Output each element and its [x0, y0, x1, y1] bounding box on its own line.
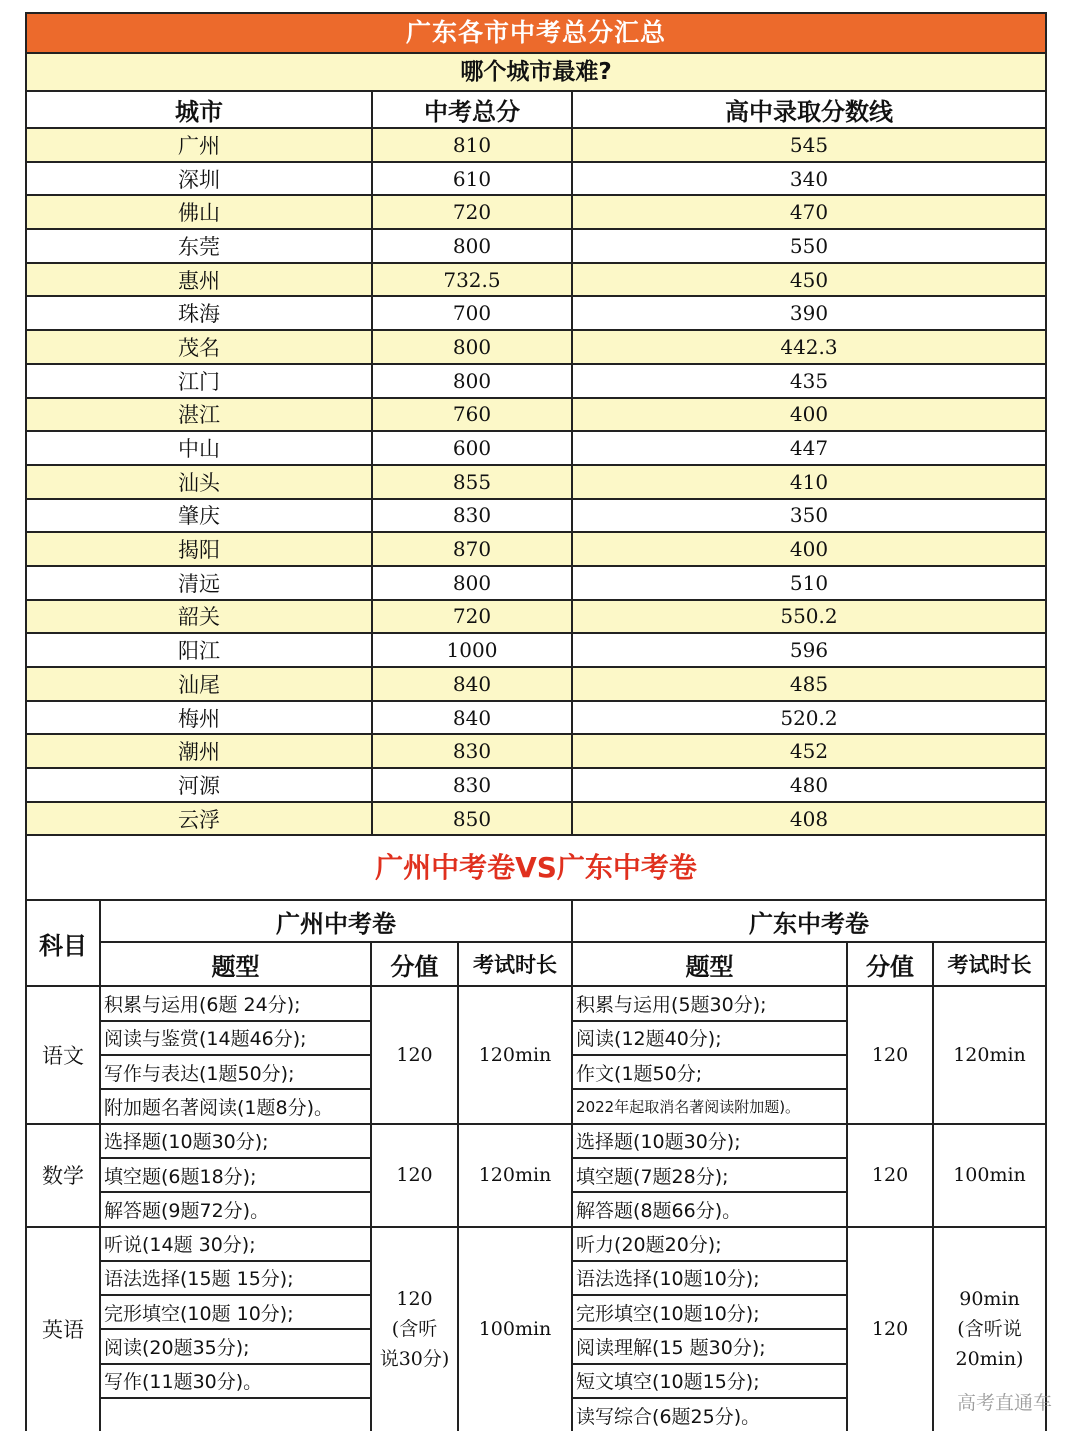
city-cell: 揭阳: [27, 532, 372, 566]
total-score-cell: 760: [372, 398, 572, 432]
gd-chinese-time: 120min: [933, 986, 1045, 1123]
question-heading: 哪个城市最难?: [27, 54, 1045, 92]
gz-col-time: 考试时长: [458, 942, 572, 986]
total-score-cell: 810: [372, 128, 572, 162]
table-row: [27, 532, 1045, 566]
city-cell: 肇庆: [27, 499, 372, 533]
cutoff-score-cell: 452: [572, 734, 1045, 768]
gz-col-type: 题型: [100, 942, 371, 986]
total-score-cell: 800: [372, 566, 572, 600]
city-cell: 湛江: [27, 398, 372, 432]
total-score-cell: 840: [372, 667, 572, 701]
gd-math-score: 120: [847, 1124, 933, 1227]
total-score-cell: 1000: [372, 633, 572, 667]
cutoff-score-cell: 596: [572, 633, 1045, 667]
gz-chinese-item: 积累与运用(6题 24分);: [100, 986, 371, 1020]
table-row: [27, 1124, 1045, 1158]
gz-math-time: 120min: [458, 1124, 572, 1227]
gd-english-item: 完形填空(10题10分);: [572, 1295, 847, 1329]
table-row: [27, 330, 1045, 364]
city-cell: 潮州: [27, 734, 372, 768]
compare-header-row-2: [27, 942, 1045, 986]
gz-col-score: 分值: [371, 942, 458, 986]
gd-english-item: 阅读理解(15 题30分);: [572, 1329, 847, 1363]
cutoff-score-cell: 410: [572, 465, 1045, 499]
table-row: [27, 986, 1045, 1020]
city-cell: 梅州: [27, 701, 372, 735]
table-row: [27, 431, 1045, 465]
cutoff-score-cell: 510: [572, 566, 1045, 600]
section-title: 广州中考卷VS广东中考卷: [27, 834, 1045, 901]
exam-compare-table: [27, 901, 1045, 1431]
table-row: [27, 701, 1045, 735]
gz-english-item: 阅读(20题35分);: [100, 1329, 371, 1363]
gz-english-item: 听说(14题 30分);: [100, 1227, 371, 1261]
table-row: [27, 364, 1045, 398]
gz-english-score-line: 说30分): [379, 1348, 450, 1371]
table-row: [27, 398, 1045, 432]
gz-math-item: 解答题(9题72分)。: [100, 1192, 371, 1226]
gz-english-item: 写作(11题30分)。: [100, 1364, 371, 1398]
city-cell: 茂名: [27, 330, 372, 364]
gd-chinese-item: 2022年起取消名著阅读附加题)。: [572, 1089, 847, 1123]
gd-math-item: 填空题(7题28分);: [572, 1158, 847, 1192]
gd-chinese-item: 作文(1题50分;: [572, 1055, 847, 1089]
gd-math-item: 解答题(8题66分)。: [572, 1192, 847, 1226]
gd-english-item: 听力(20题20分);: [572, 1227, 847, 1261]
gd-chinese-item: 积累与运用(5题30分);: [572, 986, 847, 1020]
gd-math-time: 100min: [933, 1124, 1045, 1227]
cutoff-score-cell: 390: [572, 296, 1045, 330]
table-row: [27, 263, 1045, 297]
gz-chinese-item: 附加题名著阅读(1题8分)。: [100, 1089, 371, 1123]
gz-english-score-line: 120: [396, 1288, 433, 1311]
total-score-cell: 855: [372, 465, 572, 499]
cutoff-score-cell: 470: [572, 195, 1045, 229]
table-row: [27, 1227, 1045, 1261]
total-score-cell: 870: [372, 532, 572, 566]
city-cell: 江门: [27, 364, 372, 398]
city-cell: 佛山: [27, 195, 372, 229]
total-score-cell: 840: [372, 701, 572, 735]
gd-col-type: 题型: [572, 942, 847, 986]
table-row: [27, 499, 1045, 533]
gd-english-time-line: 20min): [955, 1348, 1024, 1371]
gd-col-time: 考试时长: [933, 942, 1045, 986]
city-cell: 广州: [27, 128, 372, 162]
gz-math-item: 选择题(10题30分);: [100, 1124, 371, 1158]
table-row: [27, 667, 1045, 701]
cutoff-score-cell: 520.2: [572, 701, 1045, 735]
total-score-cell: 830: [372, 768, 572, 802]
cutoff-score-cell: 550.2: [572, 600, 1045, 634]
cutoff-score-cell: 480: [572, 768, 1045, 802]
total-score-cell: 830: [372, 734, 572, 768]
table-row: [27, 600, 1045, 634]
cutoff-score-cell: 450: [572, 263, 1045, 297]
gd-english-time-line: (含听说: [957, 1318, 1022, 1341]
gz-chinese-time: 120min: [458, 986, 572, 1123]
table-row: [27, 566, 1045, 600]
gz-english-item: 语法选择(15题 15分);: [100, 1261, 371, 1295]
gd-english-item: 语法选择(10题10分);: [572, 1261, 847, 1295]
city-cell: 珠海: [27, 296, 372, 330]
total-score-cell: 850: [372, 802, 572, 835]
gz-math-score: 120: [371, 1124, 458, 1227]
cutoff-score-cell: 408: [572, 802, 1045, 835]
table-header-row: [27, 92, 1045, 128]
city-cell: 河源: [27, 768, 372, 802]
city-cell: 汕头: [27, 465, 372, 499]
table-row: [27, 128, 1045, 162]
gz-chinese-score: 120: [371, 986, 458, 1123]
city-cell: 惠州: [27, 263, 372, 297]
col-header-city: 城市: [27, 92, 372, 128]
cutoff-score-cell: 340: [572, 162, 1045, 196]
gz-english-score-line: (含听: [391, 1318, 438, 1341]
cutoff-score-cell: 350: [572, 499, 1045, 533]
total-score-cell: 610: [372, 162, 572, 196]
total-score-cell: 720: [372, 600, 572, 634]
city-cell: 深圳: [27, 162, 372, 196]
gz-chinese-item: 写作与表达(1题50分);: [100, 1055, 371, 1089]
city-cell: 阳江: [27, 633, 372, 667]
total-score-cell: 830: [372, 499, 572, 533]
total-score-cell: 800: [372, 330, 572, 364]
gz-math-item: 填空题(6题18分);: [100, 1158, 371, 1192]
subject-english: 英语: [27, 1227, 100, 1432]
gd-chinese-item: 阅读(12题40分);: [572, 1021, 847, 1055]
gd-english-time-line: 90min: [959, 1288, 1020, 1311]
table-row: [27, 768, 1045, 802]
cutoff-score-cell: 442.3: [572, 330, 1045, 364]
cutoff-score-cell: 485: [572, 667, 1045, 701]
city-cell: 韶关: [27, 600, 372, 634]
cutoff-score-cell: 447: [572, 431, 1045, 465]
gd-math-item: 选择题(10题30分);: [572, 1124, 847, 1158]
table-row: [27, 465, 1045, 499]
header-guangzhou-paper: 广州中考卷: [100, 901, 572, 942]
total-score-cell: 600: [372, 431, 572, 465]
gz-english-item-empty: [100, 1398, 371, 1431]
city-score-table: [27, 92, 1045, 834]
gd-english-item: 短文填空(10题15分);: [572, 1364, 847, 1398]
compare-header-row-1: [27, 901, 1045, 942]
col-header-cutoff: 高中录取分数线: [572, 92, 1045, 128]
gd-english-item: 读写综合(6题25分)。: [572, 1398, 847, 1431]
table-row: [27, 162, 1045, 196]
subject-math: 数学: [27, 1124, 100, 1227]
city-cell: 中山: [27, 431, 372, 465]
summary-sheet: [25, 12, 1047, 1431]
gd-english-score: 120: [847, 1227, 933, 1432]
city-cell: 东莞: [27, 229, 372, 263]
gz-english-item: 完形填空(10题 10分);: [100, 1295, 371, 1329]
city-cell: 清远: [27, 566, 372, 600]
total-score-cell: 800: [372, 364, 572, 398]
total-score-cell: 800: [372, 229, 572, 263]
gd-col-score: 分值: [847, 942, 933, 986]
cutoff-score-cell: 400: [572, 398, 1045, 432]
page-title: 广东各市中考总分汇总: [27, 14, 1045, 54]
table-row: [27, 195, 1045, 229]
cutoff-score-cell: 435: [572, 364, 1045, 398]
table-row: [27, 229, 1045, 263]
gz-chinese-item: 阅读与鉴赏(14题46分);: [100, 1021, 371, 1055]
city-cell: 云浮: [27, 802, 372, 835]
gz-english-time: 100min: [458, 1227, 572, 1432]
total-score-cell: 700: [372, 296, 572, 330]
cutoff-score-cell: 550: [572, 229, 1045, 263]
table-row: [27, 734, 1045, 768]
cutoff-score-cell: 400: [572, 532, 1045, 566]
gd-chinese-score: 120: [847, 986, 933, 1123]
col-header-total: 中考总分: [372, 92, 572, 128]
gz-english-score: [371, 1227, 458, 1432]
total-score-cell: 720: [372, 195, 572, 229]
table-row: [27, 802, 1045, 835]
subject-chinese: 语文: [27, 986, 100, 1123]
total-score-cell: 732.5: [372, 263, 572, 297]
cutoff-score-cell: 545: [572, 128, 1045, 162]
header-guangdong-paper: 广东中考卷: [572, 901, 1045, 942]
city-cell: 汕尾: [27, 667, 372, 701]
table-row: [27, 296, 1045, 330]
col-header-subject: 科目: [27, 901, 100, 986]
table-row: [27, 633, 1045, 667]
watermark: 高考直通车: [956, 1392, 1052, 1414]
